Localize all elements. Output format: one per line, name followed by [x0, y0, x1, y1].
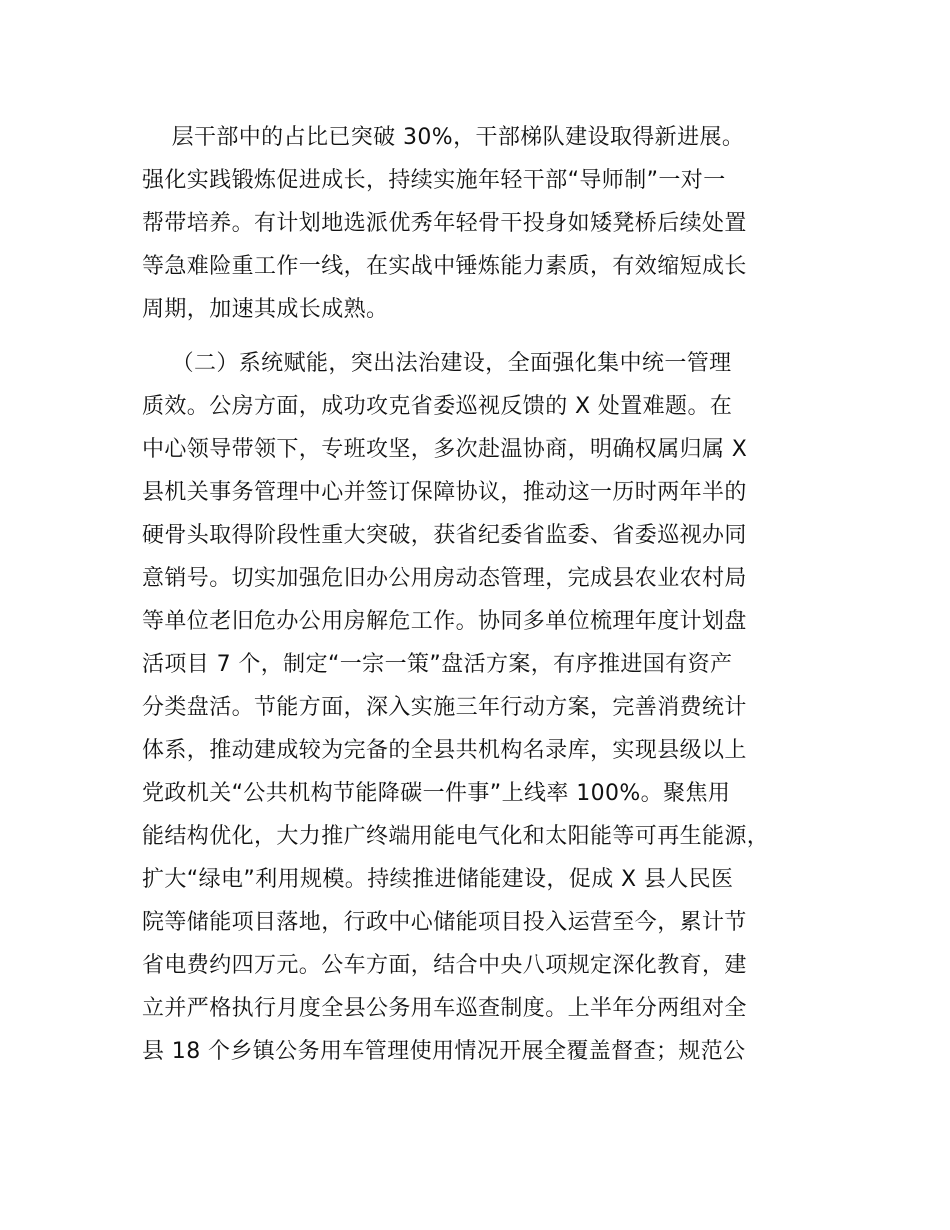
text-line: 党政机关“公共机构节能降碳一件事”上线率 100%。聚焦用: [142, 781, 731, 806]
text-line: 县机关事务管理中心并签订保障协议，推动这一历时两年半的: [142, 480, 747, 505]
text-line: 中心领导带领下，专班攻坚，多次赴温协商，明确权属归属 X: [142, 437, 748, 462]
paragraph-2: [142, 342, 842, 1073]
body-text: [142, 116, 842, 1073]
text-line: 强化实践锻炼促进成长，持续实施年轻干部“导师制”一对一: [142, 168, 726, 193]
text-line: 质效。公房方面，成功攻克省委巡视反馈的 X 处置难题。在: [142, 394, 733, 419]
text-line: 意销号。切实加强危旧办公用房动态管理，完成县农业农村局: [142, 566, 747, 591]
text-line: 院等储能项目落地，行政中心储能项目投入运营至今，累计节: [142, 910, 747, 935]
text-line: 活项目 7 个，制定“一宗一策”盘活方案，有序推进国有资产: [142, 652, 733, 677]
text-line: 等急难险重工作一线，在实战中锤炼能力素质，有效缩短成长: [142, 254, 747, 279]
text-line: 硬骨头取得阶段性重大突破，获省纪委省监委、省委巡视办同: [142, 523, 747, 548]
paragraph-spacer: [142, 331, 842, 342]
paragraph-1: [142, 116, 842, 331]
text-line: 扩大“绿电”利用规模。持续推进储能建设，促成 X 县人民医: [142, 867, 734, 892]
text-line: 省电费约四万元。公车方面，结合中央八项规定深化教育，建: [142, 953, 747, 978]
text-line: 分类盘活。节能方面，深入实施三年行动方案，完善消费统计: [142, 695, 747, 720]
text-line: 能结构优化，大力推广终端用能电气化和太阳能等可再生能源，: [142, 824, 770, 849]
text-line: 县 18 个乡镇公务用车管理使用情况开展全覆盖督查；规范公: [142, 1039, 746, 1064]
text-line: 等单位老旧危办公用房解危工作。协同多单位梳理年度计划盘: [142, 609, 747, 634]
text-line: 帮带培养。有计划地选派优秀年轻骨干投身如矮凳桥后续处置: [142, 211, 747, 236]
text-line: 周期，加速其成长成熟。: [142, 297, 389, 322]
text-line: 体系，推动建成较为完备的全县共机构名录库，实现县级以上: [142, 738, 747, 763]
text-line: 立并严格执行月度全县公务用车巡查制度。上半年分两组对全: [142, 996, 747, 1021]
text-line: （二）系统赋能，突出法治建设，全面强化集中统一管理: [142, 351, 732, 376]
text-line: 层干部中的占比已突破 30%，干部梯队建设取得新进展。: [142, 125, 745, 150]
